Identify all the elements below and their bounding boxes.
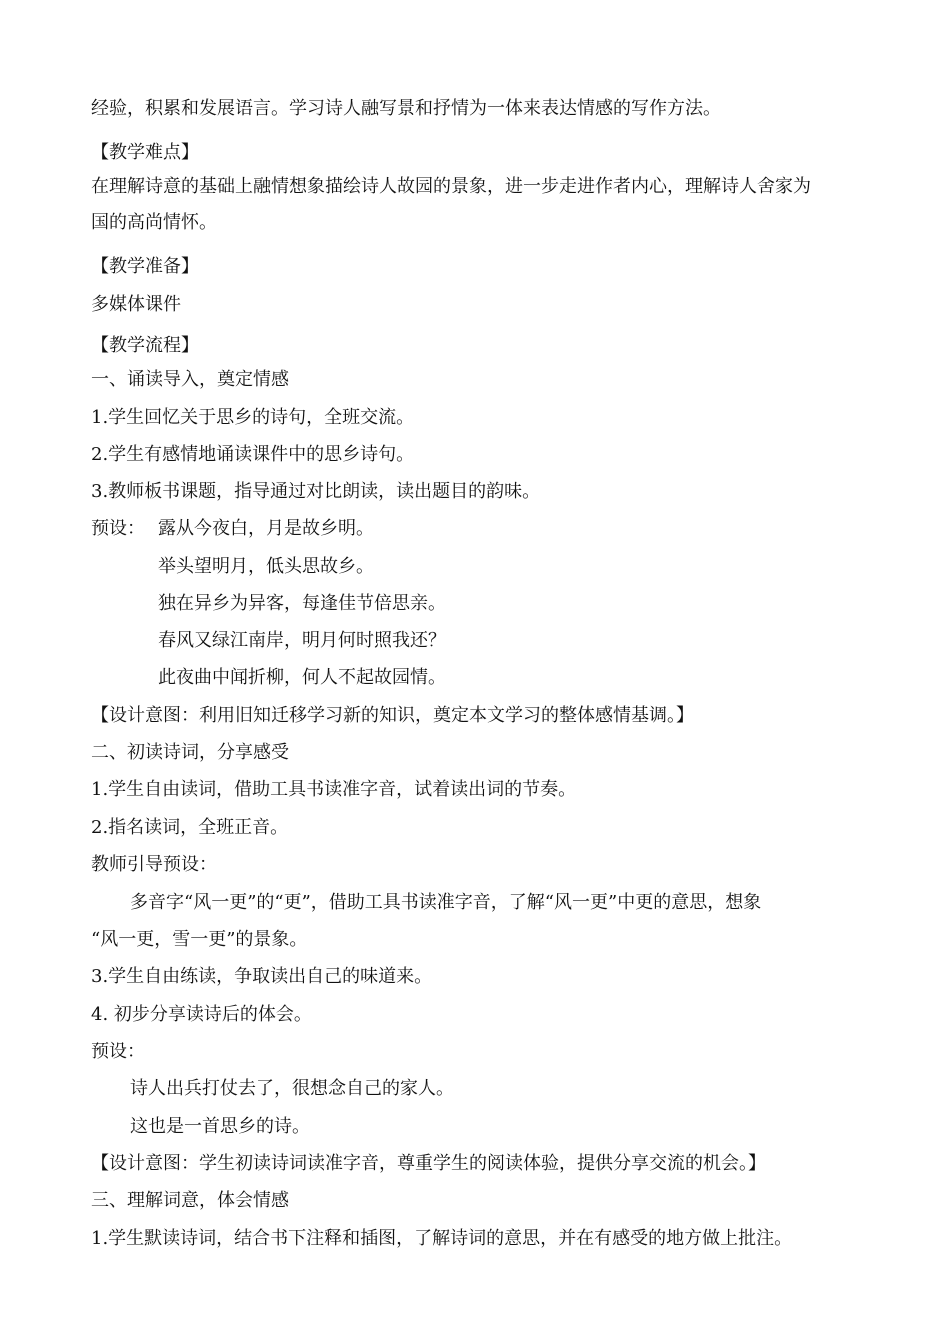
paragraph-objectives-cont: 经验，积累和发展语言。学习诗人融写景和抒情为一体来表达情感的写作方法。 (91, 98, 721, 119)
step-2-2: 2.指名读词，全班正音。 (91, 817, 289, 838)
design-intent-1: 【设计意图：利用旧知迁移学习新的知识，奠定本文学习的整体感情基调。】 (91, 705, 694, 726)
step-1-2: 2.学生有感情地诵读课件中的思乡诗句。 (91, 444, 415, 465)
teacher-preset-label: 教师引导预设： (91, 854, 217, 875)
preset-2-line-1: 诗人出兵打仗去了，很想念自己的家人。 (130, 1078, 454, 1099)
paragraph-preparation: 多媒体课件 (91, 294, 181, 315)
step-1-1: 1.学生回忆关于思乡的诗句，全班交流。 (91, 407, 415, 428)
poem-line-4: 春风又绿江南岸，明月何时照我还？ (158, 630, 446, 651)
step-3-1: 1.学生默读诗词，结合书下注释和插图，了解诗词的意思，并在有感受的地方做上批注。 (91, 1228, 793, 1249)
heading-difficulties: 【教学难点】 (91, 142, 199, 163)
design-intent-2: 【设计意图：学生初读诗词读准字音，尊重学生的阅读体验，提供分享交流的机会。】 (91, 1153, 766, 1174)
paragraph-difficulties-1: 在理解诗意的基础上融情想象描绘诗人故园的景象，进一步走进作者内心，理解诗人舍家为 (91, 176, 811, 197)
preset-2-line-2: 这也是一首思乡的诗。 (130, 1116, 310, 1137)
preset-label-1: 预设： (91, 518, 145, 539)
section-three-title: 三、理解词意，体会情感 (91, 1190, 289, 1211)
paragraph-difficulties-2: 国的高尚情怀。 (91, 212, 217, 233)
poem-line-3: 独在异乡为异客，每逢佳节倍思亲。 (158, 593, 446, 614)
teacher-preset-1: 多音字“风一更”的“更”，借助工具书读准字音，了解“风一更”中更的意思，想象 (130, 892, 762, 913)
step-2-4: 4. 初步分享读诗后的体会。 (91, 1004, 312, 1025)
poem-line-5: 此夜曲中闻折柳，何人不起故园情。 (158, 667, 446, 688)
poem-line-1: 露从今夜白，月是故乡明。 (158, 518, 374, 539)
preset-label-2: 预设： (91, 1041, 145, 1062)
poem-line-2: 举头望明月，低头思故乡。 (158, 556, 374, 577)
step-2-1: 1.学生自由读词，借助工具书读准字音，试着读出词的节奏。 (91, 779, 577, 800)
step-1-3: 3.教师板书课题，指导通过对比朗读，读出题目的韵味。 (91, 481, 541, 502)
teacher-preset-2: “风一更，雪一更”的景象。 (91, 929, 308, 950)
heading-process: 【教学流程】 (91, 335, 199, 356)
heading-preparation: 【教学准备】 (91, 256, 199, 277)
step-2-3: 3.学生自由练读，争取读出自己的味道来。 (91, 966, 433, 987)
section-two-title: 二、初读诗词，分享感受 (91, 742, 289, 763)
section-one-title: 一、诵读导入，奠定情感 (91, 369, 289, 390)
